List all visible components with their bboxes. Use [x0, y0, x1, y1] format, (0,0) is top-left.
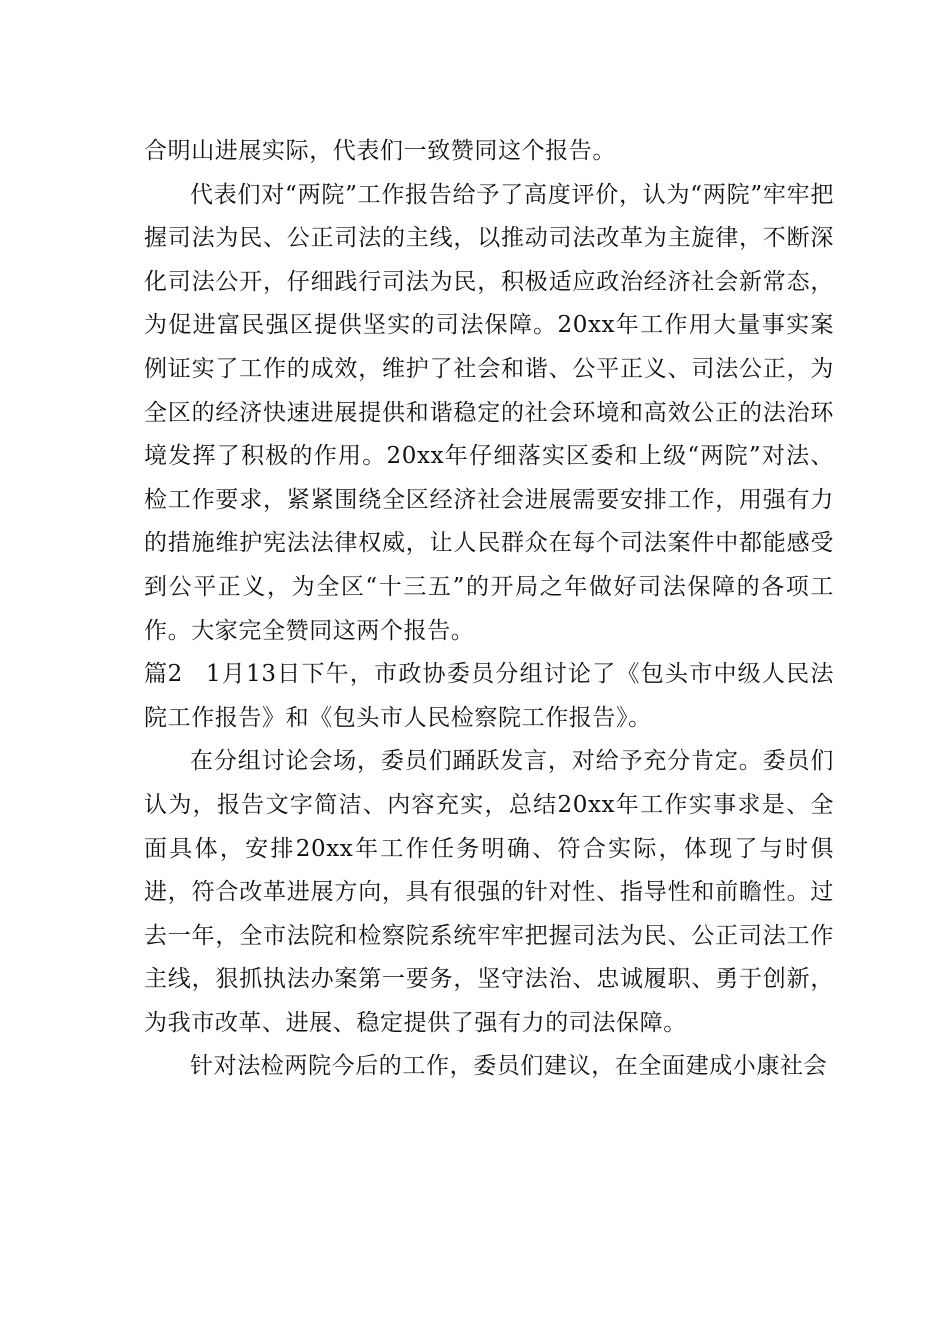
paragraph-suggestions: 针对法检两院今后的工作，委员们建议，在全面建成小康社会 — [190, 1053, 828, 1080]
paragraph-section-2 — [144, 653, 834, 740]
section-label: 篇2 — [144, 661, 183, 688]
section-2-text: 1月13日下午，市政协委员分组讨论了《包头市中级人民法院工作报告》和《包头市人民检察院工作报告》。 — [144, 661, 834, 731]
paragraph-representatives-evaluation: 代表们对“两院”工作报告给予了高度评价，认为“两院”牢牢把握司法为民、公正司法的主线，以推动司法改革为主旋律，不断深化司法公开，仔细践行司法为民，积极适应政治经济社会新常态，为促进富民强区提供坚实的司法保障。20xx年工作用大量事实案例证实了工作的成效，维护了社会和谐、公平正义、司法公正，为全区的经济快速进展提供和谐稳定的社会环境和高效公正的法治环境发挥了积极的作用。20xx年仔细落实区委和上级“两院”对法、检工作要求，紧紧围绕全区经济社会进展需要安排工作，用强有力的措施维护宪法法律权威，让人民群众在每个司法案件中都能感受到公平正义，为全区“十三五”的开局之年做好司法保障的各项工作。大家完全赞同这两个报告。 — [144, 181, 834, 644]
paragraph-continuation: 合明山进展实际，代表们一致赞同这个报告。 — [144, 138, 616, 164]
document-body — [144, 130, 834, 1089]
paragraph-group-discussion: 在分组讨论会场，委员们踊跃发言，对给予充分肯定。委员们认为，报告文字简洁、内容充实，总结20xx年工作实事求是、全面具体，安排20xx年工作任务明确、符合实际，体现了与时俱进，符合改革进展方向，具有很强的针对性、指导性和前瞻性。过去一年，全市法院和检察院系统牢牢把握司法为民、公正司法工作主线，狠抓执法办案第一要务，坚守法治、忠诚履职、勇于创新，为我市改革、进展、稳定提供了强有力的司法保障。 — [144, 748, 834, 1036]
